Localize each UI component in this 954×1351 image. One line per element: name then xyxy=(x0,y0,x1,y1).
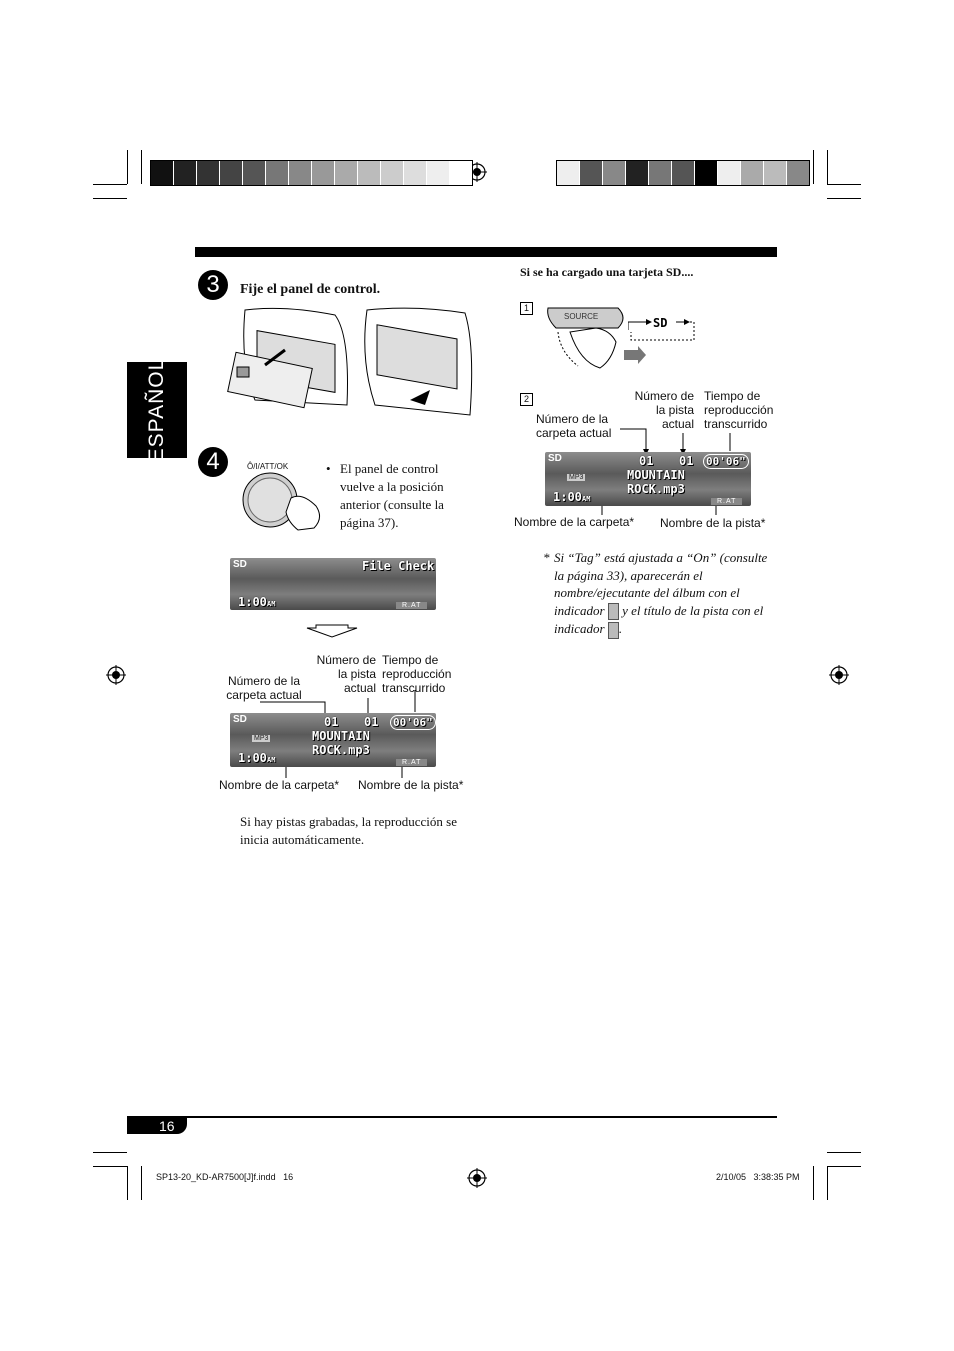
sd-logo: SD xyxy=(233,714,247,725)
down-arrow-icon xyxy=(306,624,358,638)
color-bar-left xyxy=(150,160,473,186)
page-number-tab xyxy=(127,1118,187,1134)
label-track-number: Número de la pista actual xyxy=(634,389,694,431)
lcd-display-playback-left xyxy=(230,713,436,767)
label-elapsed-time: Tiempo de reproducción transcurrido xyxy=(704,389,774,431)
label-folder-number: Número de la carpeta actual xyxy=(226,674,302,702)
label-folder-number: Número de la carpeta actual xyxy=(536,412,612,440)
footnote-end: . xyxy=(618,621,623,637)
album-indicator-icon xyxy=(608,603,619,620)
mp3-badge: MP3 xyxy=(254,735,269,742)
clock-display: 1:00 xyxy=(238,595,267,609)
footnote-part-2: y el título de la pista con el indicador xyxy=(554,602,764,637)
label-folder-name: Nombre de la carpeta* xyxy=(514,515,635,529)
registration-mark-icon xyxy=(106,665,126,685)
rat-indicator: R.AT xyxy=(396,602,427,609)
language-tab xyxy=(127,357,187,463)
folder-name: MOUNTAIN xyxy=(312,729,370,743)
elapsed-time: 00'06" xyxy=(703,454,749,469)
header-rule xyxy=(195,247,777,257)
track-indicator-icon xyxy=(608,622,619,639)
footnote-star: * xyxy=(543,550,550,565)
label-elapsed-time: Tiempo de reproducción transcurrido xyxy=(382,653,452,695)
rat-indicator: R.AT xyxy=(396,759,427,766)
track-name: ROCK.mp3 xyxy=(312,743,370,757)
attach-panel-illustration xyxy=(225,305,475,425)
sd-step-1: 1 xyxy=(520,302,533,315)
footnote-part-1: Si “Tag” está ajustada a “On” (consulte la página 33), aparecerán el nombre/ejecutante del álbum con el indicador xyxy=(554,550,768,618)
mp3-badge: MP3 xyxy=(569,474,584,481)
step-4-badge: 4 xyxy=(198,447,228,477)
power-knob-icon xyxy=(236,472,328,532)
step-4-bullet: • xyxy=(326,461,331,476)
step-3-badge: 3 xyxy=(198,270,228,300)
track-number: 01 xyxy=(364,715,379,729)
source-button-label: SOURCE xyxy=(564,312,599,321)
color-bar-right xyxy=(556,160,810,186)
sd-section-heading: Si se ha cargado una tarjeta SD.... xyxy=(520,265,694,279)
lcd-display-file-check xyxy=(230,558,436,610)
file-check-text: File Check xyxy=(362,559,435,573)
autoplay-note: Si hay pistas grabadas, la reproducción se inicia automáticamente. xyxy=(240,814,457,847)
track-number: 01 xyxy=(679,454,694,468)
label-folder-name: Nombre de la carpeta* xyxy=(219,778,340,792)
power-button-label: Ô/I/ATT/OK xyxy=(247,462,289,471)
label-track-name: Nombre de la pista* xyxy=(358,778,464,792)
sd-logo: SD xyxy=(233,559,247,570)
language-tab-label: ESPAÑOL xyxy=(145,357,168,463)
folder-number: 01 xyxy=(639,454,654,468)
page-number: 16 xyxy=(159,1118,175,1134)
label-track-name: Nombre de la pista* xyxy=(660,516,766,530)
footer-file-name: SP13-20_KD-AR7500[J]f.indd 16 xyxy=(156,1172,294,1182)
footer-datetime: 2/10/05 3:38:35 PM xyxy=(716,1172,800,1182)
rat-indicator: R.AT xyxy=(711,498,742,505)
registration-mark-icon xyxy=(829,665,849,685)
step-3-title: Fije el panel de control. xyxy=(240,282,381,297)
label-track-number: Número de la pista actual xyxy=(316,653,376,695)
track-name: ROCK.mp3 xyxy=(627,482,685,496)
elapsed-time: 00'06" xyxy=(390,715,436,730)
clock-suffix: AM xyxy=(582,495,591,503)
lcd-display-playback-right xyxy=(545,452,751,506)
folder-name: MOUNTAIN xyxy=(627,468,685,482)
sd-logo: SD xyxy=(548,453,562,464)
footer-rule xyxy=(127,1116,777,1118)
step-4-note: El panel de control vuelve a la posición anterior (consulte la página 37). xyxy=(340,461,444,530)
clock-suffix: AM xyxy=(267,756,276,764)
sd-indicator: SD xyxy=(653,316,668,330)
clock-display: 1:00 xyxy=(238,751,267,765)
registration-mark-icon xyxy=(467,1168,487,1188)
folder-number: 01 xyxy=(324,715,339,729)
footnote-text xyxy=(554,549,779,639)
clock-display: 1:00 xyxy=(553,490,582,504)
sd-step-2: 2 xyxy=(520,393,533,406)
clock-suffix: AM xyxy=(267,600,276,608)
